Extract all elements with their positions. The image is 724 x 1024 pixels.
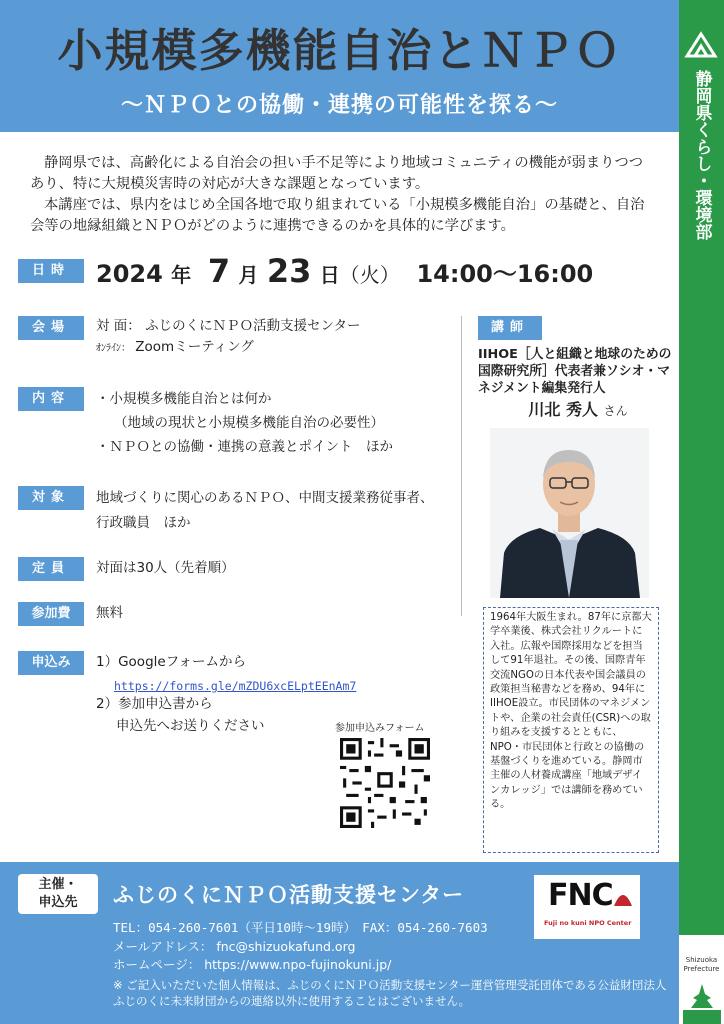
- lecturer-organization: IIHOE［人と組織と地球のための国際研究所］代表者兼ソシオ・マネジメント編集発行人: [478, 347, 672, 396]
- intro-paragraph-2: 本講座では、県内をはじめ全国各地で取り組まれている「小規模多機能自治」の基礎と、自治会等の地縁組織とＮＰＯがどのように連携できるのかを具体的に学びます。: [30, 197, 645, 234]
- organizer-label-line2: 申込先: [38, 895, 78, 910]
- department-name: 静岡県くらし・環境部: [691, 70, 712, 240]
- label-venue: 会場: [18, 316, 84, 340]
- date-year-unit: 年: [171, 263, 192, 287]
- capacity-value: 対面は30人（先着順）: [96, 560, 235, 576]
- prefecture-mountain-icon: [683, 26, 719, 62]
- contact-website[interactable]: ホームページ： https://www.npo-fujinokuni.jp/: [113, 957, 392, 972]
- fnc-logo-subtitle: Fuji no kuni NPO Center: [544, 919, 632, 927]
- content-item-1: ・小規模多機能自治とは何か: [96, 391, 272, 407]
- label-fee: 参加費: [18, 602, 84, 626]
- prefecture-label-line1: Shizuoka: [685, 956, 718, 964]
- lecturer-bio: 1964年大阪生まれ。87年に京都大学卒業後、株式会社リクルートに入社。広報や国際採用などを担当して91年退社。その後、国際青年交流NGOの日本代表や国会議員の政策担当秘書などを務め、94年にIIHOE設立。市民団体のマネジメントや、企業の社会責任(CSR)への取り組みを支援するとともに、NPO・市民団体と行政との協働の基盤づくりを進めている。静岡市主催の人材養成講座「地域デザインカレッジ」では講師を務めている。: [483, 607, 659, 853]
- prefecture-label-line2: Prefecture: [683, 965, 720, 973]
- venue-info: [96, 316, 361, 359]
- content-item-1-sub: （地域の現状と小規模多機能自治の必要性）: [114, 415, 384, 431]
- date-day: 23: [266, 252, 312, 290]
- venue-online: [96, 337, 361, 359]
- label-date: 日時: [18, 259, 84, 283]
- venue-online-name: Zoomミーティング: [131, 339, 254, 355]
- content-list: [96, 387, 393, 459]
- apply-step-2-sub: 申込先へお送りください: [116, 718, 265, 734]
- organizer-label: [18, 874, 98, 914]
- venue-online-prefix: ｵﾝﾗｲﾝ：: [96, 343, 131, 354]
- contact-tel-fax: TEL：054-260-7601（平日10時〜19時） FAX：054-260-7603: [113, 920, 488, 935]
- label-capacity: 定員: [18, 557, 84, 581]
- qr-label: 参加申込みフォーム: [335, 723, 425, 734]
- fnc-logo-mark-icon: [612, 884, 634, 908]
- date-month-unit: 月: [238, 263, 259, 287]
- page-subtitle: 〜ＮＰＯとの協働・連携の可能性を探る〜: [120, 93, 558, 118]
- content-item-2: ・ＮＰＯとの協働・連携の意義とポイント ほか: [96, 439, 393, 455]
- prefecture-label: [679, 956, 724, 974]
- intro-text: [30, 153, 650, 237]
- apply-step-1: 1）Googleフォームから: [96, 654, 247, 670]
- mountain-logo-icon: [683, 980, 721, 1024]
- target-line-2: 行政職員 ほか: [96, 515, 191, 531]
- label-lecturer: 講師: [478, 316, 542, 340]
- label-target: 対象: [18, 486, 84, 510]
- contact-email[interactable]: メールアドレス： fnc@shizuokafund.org: [113, 939, 356, 954]
- label-content: 内容: [18, 387, 84, 411]
- date-weekday: （火）: [339, 263, 400, 287]
- google-form-link[interactable]: https://forms.gle/mZDU6xcELptEEnAm7: [114, 679, 357, 693]
- date-month: 7: [207, 252, 231, 290]
- date-year: 2024: [96, 260, 163, 288]
- organizer-label-line1: 主催・: [38, 877, 78, 892]
- lecturer-name: 川北 秀人: [528, 400, 598, 419]
- label-apply: 申込み: [18, 651, 84, 675]
- qr-code-icon[interactable]: [340, 738, 430, 828]
- intro-paragraph-1: 静岡県では、高齢化による自治会の担い手不足等により地域コミュニティの機能が弱まりつつあり、特に大規模災害時の対応が大きな課題となっています。: [30, 155, 644, 192]
- event-datetime: [96, 252, 593, 290]
- fnc-logo-text: FNC: [548, 878, 613, 913]
- target-info: [96, 486, 434, 536]
- lecturer-name-line: [478, 397, 678, 420]
- fee-value: 無料: [96, 605, 123, 621]
- privacy-note: ※ ご記入いただいた個人情報は、ふじのくにＮＰＯ活動支援センター運営管理受託団体である公益財団法人ふじのくに未来財団からの連絡以外に使用することはございません。: [113, 978, 667, 1008]
- date-day-unit: 日: [319, 263, 340, 287]
- apply-step-2: 2）参加申込書から: [96, 696, 213, 712]
- venue-in-person: 対 面： ふじのくにＮＰＯ活動支援センター: [96, 318, 361, 334]
- column-divider: [461, 316, 462, 616]
- lecturer-photo: [490, 428, 649, 598]
- target-line-1: 地域づくりに関心のあるＮＰＯ、中間支援業務従事者、: [96, 490, 434, 506]
- organizer-name: ふじのくにＮＰＯ活動支援センター: [113, 883, 465, 907]
- event-time: 14:00〜16:00: [416, 260, 594, 288]
- lecturer-honorific: さん: [603, 404, 628, 418]
- page-title: 小規模多機能自治とＮＰＯ: [57, 24, 622, 77]
